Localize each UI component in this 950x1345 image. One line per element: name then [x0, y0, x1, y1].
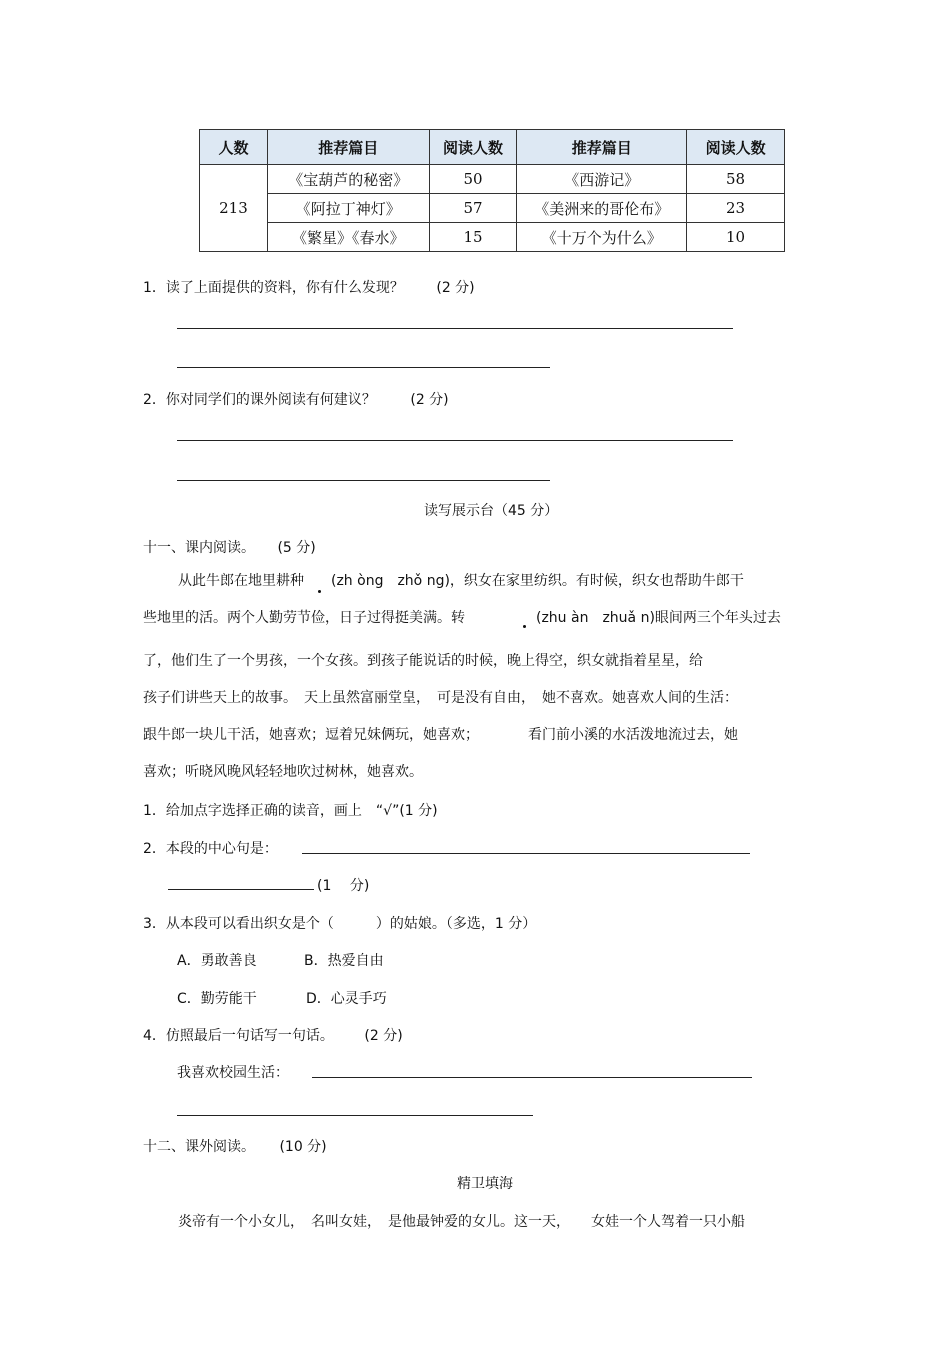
sub-question-2: 2．本段的中心句是： — [143, 841, 278, 857]
question-1: 1．读了上面提供的资料，你有什么发现？ (2 分) — [143, 280, 475, 296]
passage-line-6: 喜欢；听晓风晚风轻轻地吹过树林，她喜欢。 — [143, 764, 423, 780]
table-cell: 《十万个为什么》 — [517, 223, 687, 252]
passage-line-5: 跟牛郎一块儿干活，她喜欢；逗着兄妹俩玩，她喜欢； 看门前小溪的水活泼地流过去，她 — [143, 727, 738, 743]
table-header-row — [200, 130, 785, 165]
answer-line-2b[interactable] — [177, 480, 550, 481]
table-cell: 《阿拉丁神灯》 — [267, 194, 429, 223]
table-cell: 《繁星》《春水》 — [267, 223, 429, 252]
story-line-1: 炎帝有一个小女儿， 名叫女娃， 是他最钟爱的女儿。这一天， 女娃一个人驾着一只小船 — [178, 1214, 745, 1230]
header-title-1: 推荐篇目 — [267, 130, 429, 165]
question-2: 2．你对同学们的课外阅读有何建议？ (2 分) — [143, 392, 449, 408]
table-cell: 57 — [429, 194, 517, 223]
sub-question-3: 3．从本段可以看出织女是个（ ）的姑娘。（多选，1 分） — [143, 916, 537, 932]
table-cell: 58 — [687, 165, 785, 194]
emphasis-dot — [523, 625, 526, 628]
section-12-heading: 十二、课外阅读。 (10 分) — [143, 1139, 327, 1155]
header-readers-2: 阅读人数 — [687, 130, 785, 165]
emphasis-dot — [318, 590, 321, 593]
passage-line-1a: 从此牛郎在地里耕种 — [178, 573, 304, 589]
answer-line-central-a[interactable] — [302, 853, 750, 854]
question-1-score: (2 分) — [436, 280, 475, 296]
passage-line-4: 孩子们讲些天上的故事。 天上虽然富丽堂皇， 可是没有自由， 她不喜欢。她喜欢人间的生活： — [143, 690, 738, 706]
table-cell: 10 — [687, 223, 785, 252]
imitation-prompt: 我喜欢校园生活： — [177, 1065, 289, 1081]
header-title-2: 推荐篇目 — [517, 130, 687, 165]
passage-line-3: 了，他们生了一个男孩，一个女孩。到孩子能说话的时候，晚上得空，织女就指着星星，给 — [143, 653, 703, 669]
table-cell: 《西游记》 — [517, 165, 687, 194]
reading-table — [199, 129, 785, 252]
sub-question-4: 4．仿照最后一句话写一句话。 (2 分) — [143, 1028, 403, 1044]
table-cell: 50 — [429, 165, 517, 194]
passage-line-2b: (zhu àn zhuǎ n)眼间两三个年头过去 — [536, 610, 781, 626]
table-cell: 《美洲来的哥伦布》 — [517, 194, 687, 223]
answer-line-2a[interactable] — [177, 440, 733, 441]
table-cell: 《宝葫芦的秘密》 — [267, 165, 429, 194]
total-count-cell: 213 — [200, 165, 268, 252]
table-row — [200, 223, 785, 252]
passage-line-2a: 些地里的活。两个人勤劳节俭，日子过得挺美满。转 — [143, 610, 465, 626]
answer-line-imitation-a[interactable] — [312, 1077, 752, 1078]
table-row — [200, 194, 785, 223]
section-title: 读写展示台（45 分） — [424, 503, 559, 519]
option-a[interactable]: A．勇敢善良 — [177, 953, 257, 969]
table-cell: 15 — [429, 223, 517, 252]
passage-line-1b: (zh òng zhǒ ng)，织女在家里纺织。有时候，织女也帮助牛郎干 — [331, 573, 744, 589]
header-count: 人数 — [200, 130, 268, 165]
answer-line-1a[interactable] — [177, 328, 733, 329]
answer-line-imitation-b[interactable] — [177, 1115, 533, 1116]
option-b[interactable]: B．热爱自由 — [304, 953, 384, 969]
question-2-score: (2 分) — [410, 392, 449, 408]
sub-question-2-score: (1 分) — [317, 878, 370, 894]
table-cell: 23 — [687, 194, 785, 223]
section-11-heading: 十一、课内阅读。 (5 分) — [143, 540, 316, 556]
table-row — [200, 165, 785, 194]
sub-question-1: 1．给加点字选择正确的读音，画上 “√”(1 分) — [143, 803, 438, 819]
answer-line-central-b[interactable] — [168, 889, 314, 890]
option-c[interactable]: C．勤劳能干 — [177, 991, 257, 1007]
answer-line-1b[interactable] — [177, 367, 550, 368]
story-title: 精卫填海 — [457, 1176, 513, 1192]
header-readers-1: 阅读人数 — [429, 130, 517, 165]
option-d[interactable]: D．心灵手巧 — [306, 991, 387, 1007]
